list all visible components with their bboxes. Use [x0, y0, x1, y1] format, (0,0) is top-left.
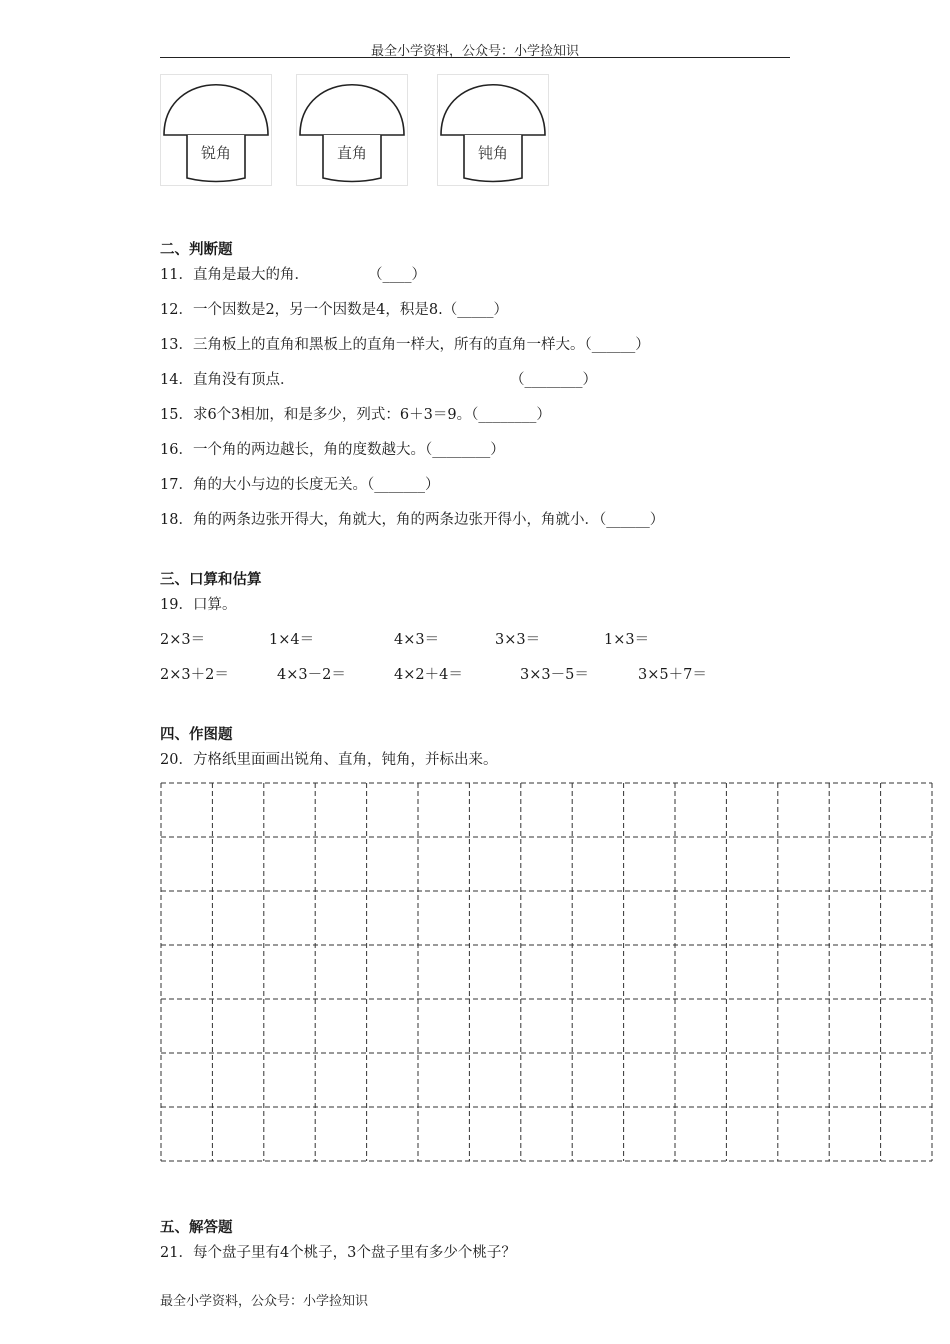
- question-text: 直角没有顶点．: [192, 372, 295, 388]
- header-rule: [160, 57, 790, 58]
- question-number: 21．: [160, 1245, 193, 1261]
- question-number: 11．: [160, 267, 193, 283]
- answer-blank-15: （________）: [471, 407, 551, 423]
- calc-item: 2×3＝: [160, 632, 206, 648]
- page-header: 最全小学资料，公众号：小学捡知识: [370, 44, 579, 59]
- answer-blank-13: （______）: [584, 337, 650, 353]
- section-title-answers: 五、解答题: [160, 1220, 233, 1236]
- question-number: 20．: [160, 752, 193, 768]
- question-number: 17．: [160, 477, 193, 493]
- question-text: 口算。: [192, 597, 237, 613]
- section-title-mental-math: 三、口算和估算: [160, 572, 262, 588]
- answer-blank-16: （________）: [424, 442, 505, 458]
- question-21: [160, 1241, 516, 1262]
- mushroom-label: 锐角: [200, 144, 232, 162]
- question-17: [160, 473, 439, 494]
- answer-blank-18: （______）: [598, 512, 665, 528]
- question-number: 15．: [160, 407, 193, 423]
- calc-item: 3×3－5＝: [520, 667, 589, 683]
- question-text: 方格纸里面画出锐角、直角，钝角，并标出来。: [192, 752, 498, 768]
- question-11: [160, 263, 309, 284]
- mushroom-label: 钝角: [477, 144, 509, 162]
- calc-item: 3×5＋7＝: [638, 667, 707, 683]
- question-number: 14．: [160, 372, 193, 388]
- question-text: 角的大小与边的长度无关。: [192, 477, 367, 493]
- page-footer: 最全小学资料，公众号：小学捡知识: [160, 1294, 369, 1309]
- mushroom-label: 直角: [336, 144, 368, 162]
- calc-item: 4×3＝: [394, 632, 440, 648]
- question-number: 13．: [160, 337, 193, 353]
- answer-blank-17: （_______）: [366, 477, 440, 493]
- question-text: 直角是最大的角．: [192, 267, 309, 283]
- question-15: [160, 403, 551, 424]
- question-18: [160, 508, 664, 529]
- mushroom-acute-figure: [160, 74, 272, 186]
- question-number: 16．: [160, 442, 193, 458]
- drawing-grid[interactable]: [160, 782, 933, 1162]
- answer-blank-14: （________）: [510, 372, 597, 388]
- question-20: [160, 748, 497, 769]
- question-text: 角的两条边张开得大，角就大，角的两条边张开得小，角就小．: [192, 512, 599, 528]
- calc-item: 4×2＋4＝: [394, 667, 463, 683]
- question-16: [160, 438, 505, 459]
- answer-blank-11: （____）: [368, 267, 426, 283]
- question-19: [160, 593, 236, 614]
- question-text: 一个因数是2，另一个因数是4，积是8.: [192, 302, 443, 318]
- calc-item: 2×3＋2＝: [160, 667, 229, 683]
- question-number: 18．: [160, 512, 193, 528]
- mushroom-right-figure: [296, 74, 408, 186]
- question-text: 一个角的两边越长，角的度数越大。: [192, 442, 425, 458]
- answer-blank-12: （_____）: [442, 302, 508, 318]
- calc-item: 4×3－2＝: [277, 667, 346, 683]
- section-title-drawing: 四、作图题: [160, 727, 233, 743]
- question-12: [160, 298, 508, 319]
- question-number: 12．: [160, 302, 193, 318]
- mushroom-obtuse-figure: [437, 74, 549, 186]
- question-text: 每个盘子里有4个桃子，3个盘子里有多少个桃子？: [192, 1245, 516, 1261]
- calc-item: 3×3＝: [495, 632, 541, 648]
- question-text: 求6个3相加，和是多少，列式：6＋3＝9。: [192, 407, 472, 423]
- calc-item: 1×4＝: [269, 632, 315, 648]
- section-title-judgement: 二、判断题: [160, 242, 233, 258]
- calc-item: 1×3＝: [604, 632, 650, 648]
- question-13: [160, 333, 650, 354]
- question-number: 19．: [160, 597, 193, 613]
- question-14: [160, 368, 294, 389]
- question-text: 三角板上的直角和黑板上的直角一样大，所有的直角一样大。: [192, 337, 585, 353]
